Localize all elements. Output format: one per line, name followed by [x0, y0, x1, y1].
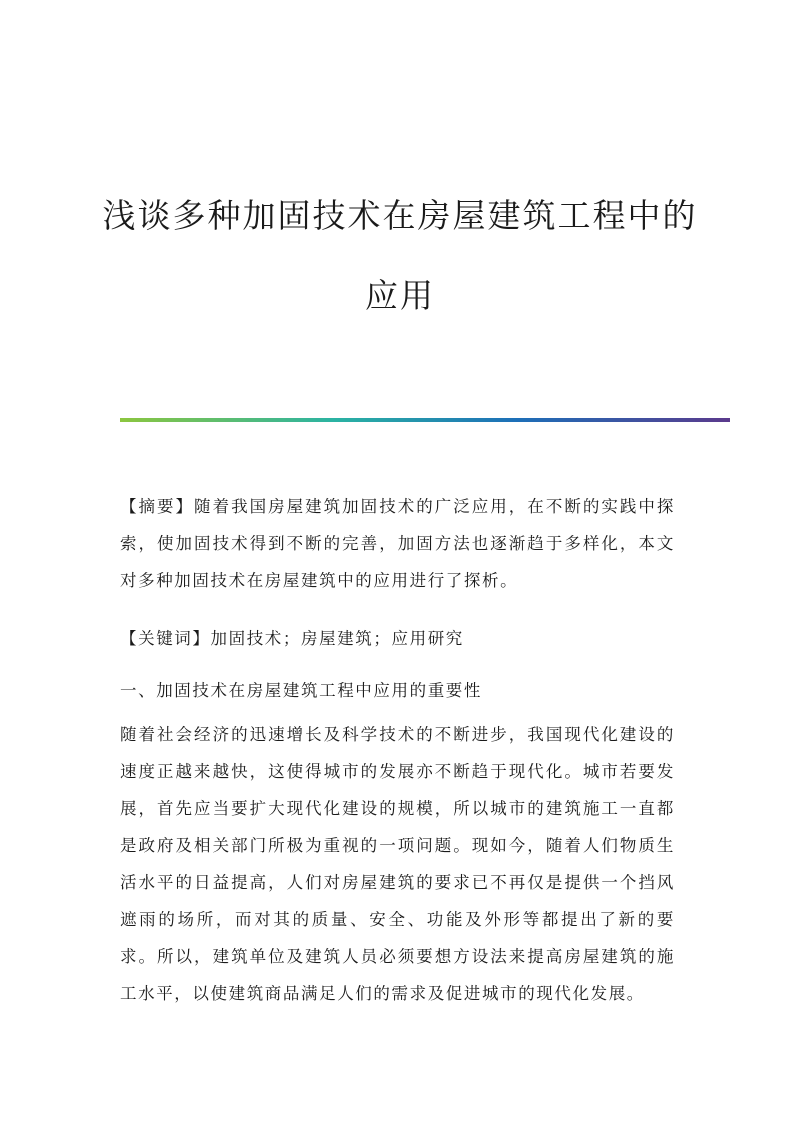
section-heading-1: 一、加固技术在房屋建筑工程中应用的重要性 [120, 681, 482, 700]
abstract-paragraph: 【摘要】随着我国房屋建筑加固技术的广泛应用，在不断的实践中探索，使加固技术得到不断的完善，加固方法也逐渐趋于多样化，本文对多种加固技术在房屋建筑中的应用进行了探析。 [120, 497, 675, 590]
keywords-line: 【关键词】加固技术；房屋建筑；应用研究 [120, 629, 464, 648]
title-divider [120, 418, 730, 422]
section-1-paragraph: 随着社会经济的迅速增长及科学技术的不断进步，我国现代化建设的速度正越来越快，这使得城市的发展亦不断趋于现代化。城市若要发展，首先应当要扩大现代化建设的规模，所以城市的建筑施工一直都是政府及相关部门所极为重视的一项问题。现如今，随着人们物质生活水平的日益提高，人们对房屋建筑的要求已不再仅是提供一个挡风遮雨的场所，而对其的质量、安全、功能及外形等都提出了新的要求。所以，建筑单位及建筑人员必须要想方设法来提高房屋建筑的施工水平，以使建筑商品满足人们的需求及促进城市的现代化发展。 [120, 725, 675, 1003]
document-title-line-2: 应用 [365, 276, 435, 315]
document-title-line-1: 浅谈多种加固技术在房屋建筑工程中的 [102, 196, 698, 235]
